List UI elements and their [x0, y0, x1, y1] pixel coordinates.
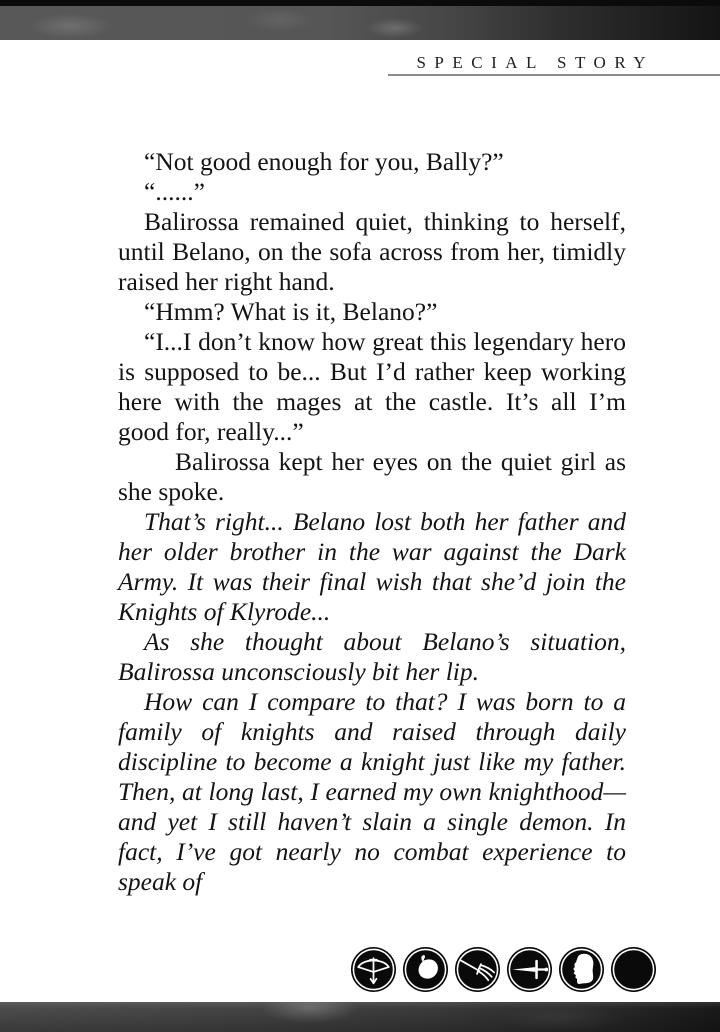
bow-and-arrow-icon — [350, 946, 397, 993]
story-paragraph-monologue: That’s right... Belano lost both her father and her older brother in the war against the Dark Army. It was their final wish that she’d join the Knights of Klyrode... — [118, 507, 626, 626]
story-paragraph: “Hmm? What is it, Belano?” — [144, 297, 438, 326]
story-paragraph-monologue: How can I compare to that? I was born to a family of knights and raised through daily discipline to become a knight just like my father. Then, at long last, I earned my own knighthood—and yet I still haven’t slain a single demon. In fact, I’ve got nearly no combat experience to speak of — [118, 687, 626, 896]
story-paragraph: “I...I don’t know how great this legendary hero is supposed to be... But I’d rather keep working here with the mages at the castle. It’s all I’m good for, really...” — [118, 327, 626, 446]
story-paragraph: “......” — [144, 177, 205, 206]
story-paragraph-monologue: As she thought about Belano’s situation, Balirossa unconsciously bit her lip. — [118, 627, 626, 686]
bottom-photo-bar — [0, 1002, 720, 1032]
story-paragraph: “Not good enough for you, Bally?” — [144, 147, 504, 176]
top-photo-banner — [0, 0, 720, 40]
section-heading: SPECIAL STORY — [416, 53, 654, 72]
story-paragraph: Balirossa remained quiet, thinking to herself, until Belano, on the sofa across from her, timidly raised her right hand. — [118, 207, 626, 296]
story-body — [118, 147, 626, 897]
meat-cut-icon — [402, 946, 449, 993]
head-profile-icon — [558, 946, 605, 993]
section-heading-rule — [388, 53, 720, 76]
story-paragraph: Balirossa kept her eyes on the quiet girl as she spoke. — [118, 447, 626, 506]
blank-circle-icon — [610, 946, 657, 993]
pitchfork-icon — [454, 946, 501, 993]
footer-glyph-row — [350, 946, 657, 993]
sword-icon — [506, 946, 553, 993]
